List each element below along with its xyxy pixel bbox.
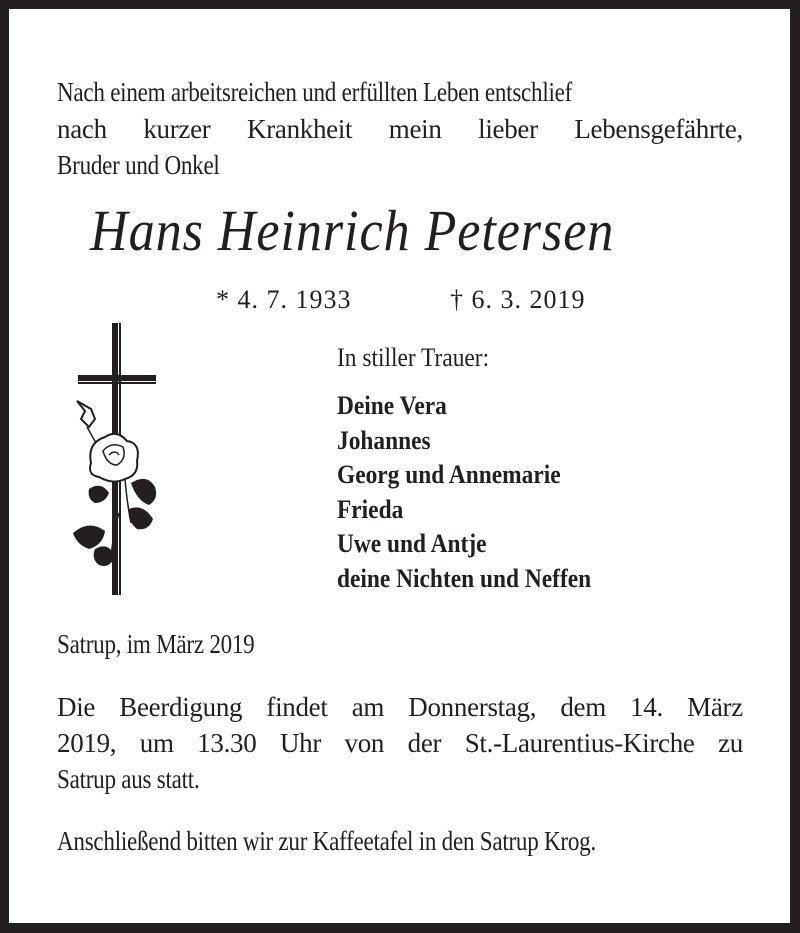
- funeral-line-1: [57, 692, 743, 723]
- word: mein: [388, 114, 442, 144]
- reception-note: Anschließend bitten wir zur Kaffeetafel in den Satrup Krog.: [57, 826, 596, 856]
- word: Lebensgefährte,: [574, 114, 743, 144]
- deceased-name: Hans Heinrich Petersen: [90, 198, 615, 263]
- word: Krankheit: [247, 114, 353, 144]
- intro-line-1: Nach einem arbeitsreichen und erfüllten Leben entschlief: [57, 77, 573, 107]
- word: Die: [57, 692, 96, 722]
- word: kurzer: [143, 114, 211, 144]
- funeral-line-3: Satrup aus statt.: [57, 764, 200, 794]
- word: am: [351, 692, 385, 722]
- mourner-name: deine Nichten und Neffen: [337, 563, 592, 593]
- word: St.-Laurentius-Kirche: [464, 728, 695, 758]
- word: dem: [560, 692, 606, 722]
- word: März: [687, 692, 743, 722]
- word: Beerdigung: [119, 692, 243, 722]
- word: 2019,: [57, 728, 117, 758]
- word: nach: [57, 114, 107, 144]
- intro-line-2: [57, 114, 743, 145]
- word: Donnerstag,: [408, 692, 537, 722]
- funeral-line-2: [57, 728, 743, 759]
- mourners-list: [337, 389, 591, 596]
- word: 13.30: [197, 728, 257, 758]
- word: von: [344, 728, 385, 758]
- mourner-name: Deine Vera: [337, 391, 447, 420]
- intro-line-3: Bruder und Onkel: [57, 150, 220, 180]
- birth-date: * 4. 7. 1933: [216, 285, 352, 314]
- death-date: † 6. 3. 2019: [450, 285, 586, 314]
- word: um: [139, 728, 174, 758]
- mourner-name: Johannes: [337, 425, 431, 455]
- word: findet: [266, 692, 328, 722]
- mourner-name: Uwe und Antje: [337, 529, 487, 558]
- mourner-name: Georg und Annemarie: [337, 460, 561, 489]
- word: der: [407, 728, 442, 758]
- obituary-notice: [9, 9, 790, 923]
- word: Uhr: [279, 728, 322, 758]
- word: lieber: [478, 114, 538, 144]
- mourning-heading: In stiller Trauer:: [337, 343, 490, 372]
- place-date: Satrup, im März 2019: [57, 629, 255, 659]
- word: 14.: [630, 692, 663, 722]
- cross-with-rose-icon: [69, 323, 179, 608]
- word: zu: [718, 728, 743, 758]
- mourner-name: Frieda: [337, 494, 404, 524]
